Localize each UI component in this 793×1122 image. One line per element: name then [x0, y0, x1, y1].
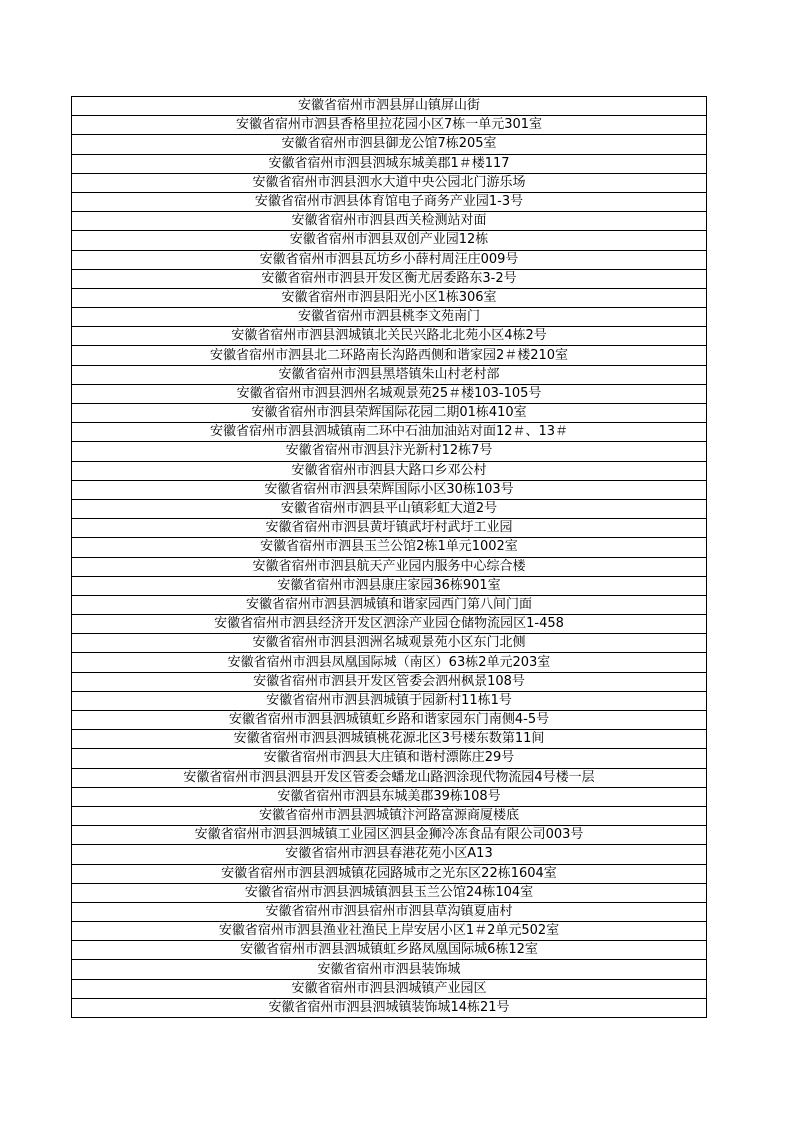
table-row — [72, 423, 707, 442]
address-cell: 安徽省宿州市泗县东城美郡39栋108号 — [72, 787, 707, 806]
address-cell: 安徽省宿州市泗县春港花苑小区A13 — [72, 845, 707, 864]
address-cell: 安徽省宿州市泗县渔业社渔民上岸安居小区1＃2单元502室 — [72, 922, 707, 941]
table-row — [72, 384, 707, 403]
table-row — [72, 672, 707, 691]
address-cell: 安徽省宿州市泗县泗城镇工业园区泗县金狮冷冻食品有限公司003号 — [72, 826, 707, 845]
address-cell: 安徽省宿州市泗县荣辉国际小区30栋103号 — [72, 480, 707, 499]
table-row — [72, 730, 707, 749]
table-row — [72, 595, 707, 614]
address-cell: 安徽省宿州市泗县泗水大道中央公园北门游乐场 — [72, 173, 707, 192]
address-cell: 安徽省宿州市泗县泗城镇南二环中石油加油站对面12＃、13＃ — [72, 423, 707, 442]
address-cell: 安徽省宿州市泗县泗城镇于园新村11栋1号 — [72, 691, 707, 710]
address-cell: 安徽省宿州市泗县香格里拉花园小区7栋一单元301室 — [72, 116, 707, 135]
table-row — [72, 653, 707, 672]
address-cell: 安徽省宿州市泗县大路口乡邓公村 — [72, 461, 707, 480]
address-cell: 安徽省宿州市泗县御龙公馆7栋205室 — [72, 135, 707, 154]
table-row — [72, 576, 707, 595]
address-cell: 安徽省宿州市泗县阳光小区1栋306室 — [72, 288, 707, 307]
table-row — [72, 461, 707, 480]
address-cell: 安徽省宿州市泗县平山镇彩虹大道2号 — [72, 499, 707, 518]
address-cell: 安徽省宿州市泗县开发区管委会泗州枫景108号 — [72, 672, 707, 691]
table-row — [72, 192, 707, 211]
address-cell: 安徽省宿州市泗县泗城东城美郡1＃楼117 — [72, 154, 707, 173]
address-cell: 安徽省宿州市泗县经济开发区泗涂产业园仓储物流园区1-458 — [72, 615, 707, 634]
address-cell: 安徽省宿州市泗县瓦坊乡小薛村周汪庄009号 — [72, 250, 707, 269]
table-row — [72, 404, 707, 423]
address-cell: 安徽省宿州市泗县北二环路南长沟路西侧和谐家园2＃楼210室 — [72, 346, 707, 365]
table-row — [72, 768, 707, 787]
address-cell: 安徽省宿州市泗县桃李文苑南门 — [72, 308, 707, 327]
table-row — [72, 922, 707, 941]
address-cell: 安徽省宿州市泗县泗城镇泗县玉兰公馆24栋104室 — [72, 883, 707, 902]
table-row — [72, 288, 707, 307]
table-row — [72, 902, 707, 921]
table-row — [72, 519, 707, 538]
table-row — [72, 231, 707, 250]
table-row — [72, 212, 707, 231]
address-table-body — [72, 97, 707, 1018]
address-cell: 安徽省宿州市泗县泗城镇桃花源北区3号楼东数第11间 — [72, 730, 707, 749]
address-cell: 安徽省宿州市泗县泗城镇装饰城14栋21号 — [72, 998, 707, 1017]
address-cell: 安徽省宿州市泗县荣辉国际花园二期01栋410室 — [72, 404, 707, 423]
table-row — [72, 998, 707, 1017]
table-row — [72, 864, 707, 883]
table-row — [72, 480, 707, 499]
address-cell: 安徽省宿州市泗县双创产业园12栋 — [72, 231, 707, 250]
table-row — [72, 979, 707, 998]
table-row — [72, 960, 707, 979]
table-row — [72, 97, 707, 116]
table-row — [72, 269, 707, 288]
address-cell: 安徽省宿州市泗县体育馆电子商务产业园1-3号 — [72, 192, 707, 211]
table-row — [72, 538, 707, 557]
address-cell: 安徽省宿州市泗县大庄镇和谐村漂陈庄29号 — [72, 749, 707, 768]
table-row — [72, 442, 707, 461]
table-row — [72, 365, 707, 384]
address-cell: 安徽省宿州市泗县宿州市泗县草沟镇夏庙村 — [72, 902, 707, 921]
address-cell: 安徽省宿州市泗县泗城镇花园路城市之光东区22栋1604室 — [72, 864, 707, 883]
table-row — [72, 499, 707, 518]
table-row — [72, 173, 707, 192]
address-cell: 安徽省宿州市泗县西关检测站对面 — [72, 212, 707, 231]
address-cell: 安徽省宿州市泗县泗州名城观景苑25＃楼103-105号 — [72, 384, 707, 403]
table-row — [72, 557, 707, 576]
table-row — [72, 806, 707, 825]
address-cell: 安徽省宿州市泗县泗城镇虹乡路和谐家园东门南侧4-5号 — [72, 711, 707, 730]
address-cell: 安徽省宿州市泗县泗洲名城观景苑小区东门北侧 — [72, 634, 707, 653]
address-cell: 安徽省宿州市泗县航天产业园内服务中心综合楼 — [72, 557, 707, 576]
table-row — [72, 691, 707, 710]
address-cell: 安徽省宿州市泗县泗城镇虹乡路凤凰国际城6栋12室 — [72, 941, 707, 960]
address-cell: 安徽省宿州市泗县黄圩镇武圩村武圩工业园 — [72, 519, 707, 538]
address-table — [71, 96, 707, 1018]
address-cell: 安徽省宿州市泗县泗城镇产业园区 — [72, 979, 707, 998]
table-row — [72, 615, 707, 634]
address-cell: 安徽省宿州市泗县汴光新村12栋7号 — [72, 442, 707, 461]
table-row — [72, 116, 707, 135]
table-row — [72, 327, 707, 346]
address-cell: 安徽省宿州市泗县泗城镇和谐家园西门第八间门面 — [72, 595, 707, 614]
table-row — [72, 883, 707, 902]
table-row — [72, 787, 707, 806]
address-cell: 安徽省宿州市泗县凤凰国际城（南区）63栋2单元203室 — [72, 653, 707, 672]
address-cell: 安徽省宿州市泗县泗城镇汴河路富源商厦楼底 — [72, 806, 707, 825]
address-cell: 安徽省宿州市泗县开发区衡尤居委路东3-2号 — [72, 269, 707, 288]
table-row — [72, 826, 707, 845]
table-row — [72, 250, 707, 269]
address-cell: 安徽省宿州市泗县泗城镇北关民兴路北北苑小区4栋2号 — [72, 327, 707, 346]
table-row — [72, 634, 707, 653]
address-cell: 安徽省宿州市泗县装饰城 — [72, 960, 707, 979]
table-row — [72, 941, 707, 960]
table-row — [72, 711, 707, 730]
table-row — [72, 346, 707, 365]
address-cell: 安徽省宿州市泗县屏山镇屏山街 — [72, 97, 707, 116]
address-cell: 安徽省宿州市泗县康庄家园36栋901室 — [72, 576, 707, 595]
table-row — [72, 154, 707, 173]
table-row — [72, 135, 707, 154]
address-cell: 安徽省宿州市泗县黑塔镇朱山村老村部 — [72, 365, 707, 384]
address-cell: 安徽省宿州市泗县玉兰公馆2栋1单元1002室 — [72, 538, 707, 557]
address-cell: 安徽省宿州市泗县泗县开发区管委会蟠龙山路泗涂现代物流园4号楼一层 — [72, 768, 707, 787]
table-row — [72, 308, 707, 327]
table-row — [72, 845, 707, 864]
table-row — [72, 749, 707, 768]
